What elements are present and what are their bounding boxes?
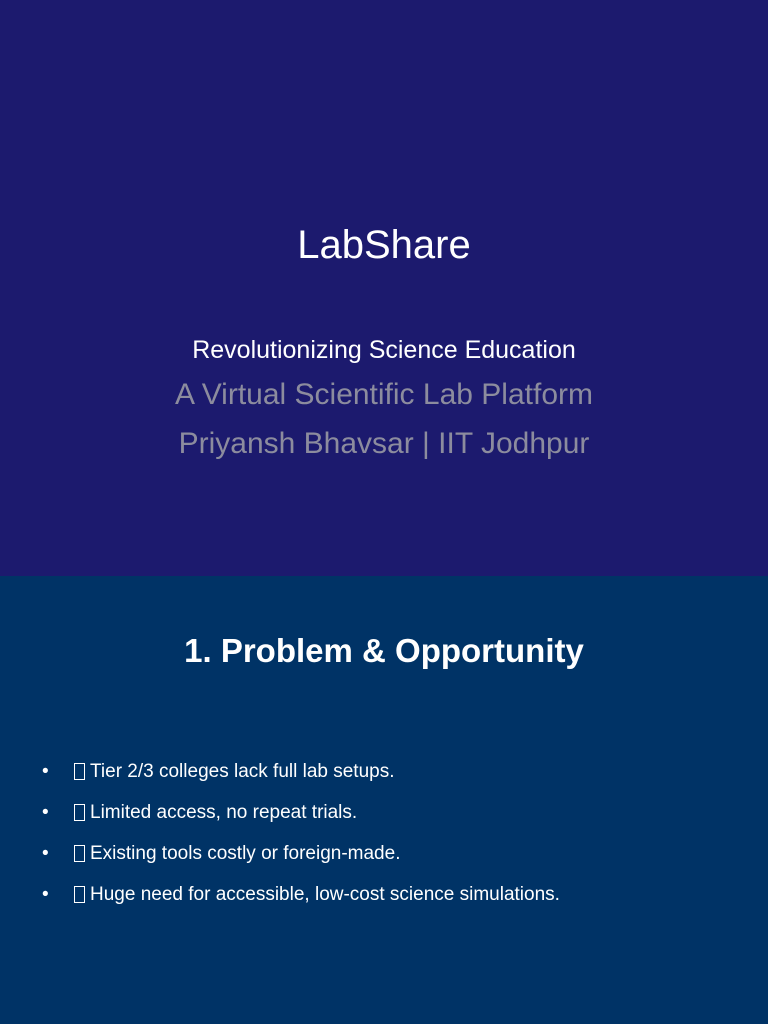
bullet-text: Tier 2/3 colleges lack full lab setups.	[90, 761, 395, 782]
bullet-dot-icon: •	[42, 802, 49, 823]
missing-glyph-icon	[74, 804, 85, 821]
missing-glyph-icon	[74, 763, 85, 780]
bullet-text: Limited access, no repeat trials.	[90, 802, 358, 823]
bullet-text: Huge need for accessible, low-cost science simulations.	[90, 884, 560, 905]
presentation-author: Priyansh Bhavsar | IIT Jodhpur	[178, 427, 590, 460]
presentation-title: LabShare	[297, 223, 471, 267]
presentation-subtitle: Revolutionizing Science Education	[192, 336, 576, 364]
bullet-dot-icon: •	[42, 884, 49, 905]
bullet-dot-icon: •	[42, 843, 49, 864]
problem-slide	[0, 576, 768, 1024]
slide-heading: 1. Problem & Opportunity	[184, 632, 584, 669]
bullet-dot-icon: •	[42, 761, 49, 782]
missing-glyph-icon	[74, 845, 85, 862]
bullet-text: Existing tools costly or foreign-made.	[90, 843, 401, 864]
presentation-tagline: A Virtual Scientific Lab Platform	[175, 378, 593, 411]
missing-glyph-icon	[74, 886, 85, 903]
